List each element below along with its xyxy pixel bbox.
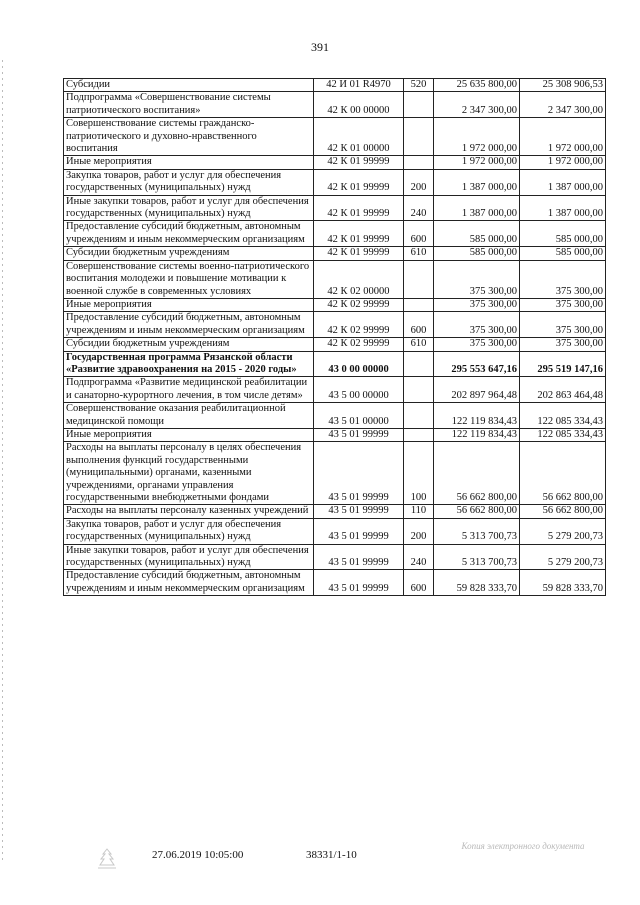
footer-datetime: 27.06.2019 10:05:00 xyxy=(152,849,244,861)
row-code: 43 5 01 99999 xyxy=(314,428,404,441)
table-row xyxy=(64,247,606,260)
row-sum-2019: 1 387 000,00 xyxy=(434,169,520,195)
row-sum-executed: 1 972 000,00 xyxy=(520,156,606,169)
row-name: Иные закупки товаров, работ и услуг для обеспечения государственных (муниципальных) нужд xyxy=(64,195,314,221)
table-row xyxy=(64,92,606,118)
row-name: Предоставление субсидий бюджетным, автономным учреждениям и иным некоммерческим организациям xyxy=(64,570,314,596)
row-name: Государственная программа Рязанской области «Развитие здравоохранения на 2015 - 2020 годы» xyxy=(64,351,314,377)
row-sum-2019: 295 553 647,16 xyxy=(434,351,520,377)
row-sum-executed: 1 387 000,00 xyxy=(520,169,606,195)
row-sum-executed: 202 863 464,48 xyxy=(520,377,606,403)
row-sum-2019: 375 300,00 xyxy=(434,260,520,298)
row-sum-executed: 122 085 334,43 xyxy=(520,428,606,441)
row-sum-executed: 585 000,00 xyxy=(520,247,606,260)
row-sum-2019: 202 897 964,48 xyxy=(434,377,520,403)
row-sum-executed: 375 300,00 xyxy=(520,312,606,338)
table-row xyxy=(64,221,606,247)
row-vr: 600 xyxy=(404,221,434,247)
table-row xyxy=(64,377,606,403)
emblem-icon xyxy=(94,846,120,872)
table-row xyxy=(64,79,606,92)
row-vr: 100 xyxy=(404,442,434,505)
row-name: Иные мероприятия xyxy=(64,428,314,441)
row-code: 42 К 02 99999 xyxy=(314,338,404,351)
table-row xyxy=(64,403,606,429)
footer-reg-number: 38331/1-10 xyxy=(306,849,357,861)
row-sum-executed: 2 347 300,00 xyxy=(520,92,606,118)
row-name: Закупка товаров, работ и услуг для обеспечения государственных (муниципальных) нужд xyxy=(64,169,314,195)
row-vr xyxy=(404,428,434,441)
row-sum-executed: 56 662 800,00 xyxy=(520,505,606,518)
row-sum-2019: 5 313 700,73 xyxy=(434,518,520,544)
row-vr: 600 xyxy=(404,312,434,338)
row-name: Расходы на выплаты персоналу в целях обеспечения выполнения функций государственными (муниципальными) органами, казенными учреждениями, органами управления государственными внебюджетными фондами xyxy=(64,442,314,505)
table-row xyxy=(64,442,606,505)
row-name: Подпрограмма «Развитие медицинской реабилитации и санаторно-курортного лечения, в том числе детям» xyxy=(64,377,314,403)
row-code: 43 5 00 00000 xyxy=(314,377,404,403)
row-code: 42 К 02 99999 xyxy=(314,298,404,311)
row-sum-2019: 1 387 000,00 xyxy=(434,195,520,221)
row-name: Совершенствование системы гражданско-патриотического и духовно-нравственного воспитания xyxy=(64,118,314,156)
row-name: Подпрограмма «Совершенствование системы патриотического воспитания» xyxy=(64,92,314,118)
row-sum-executed: 585 000,00 xyxy=(520,221,606,247)
row-sum-2019: 25 635 800,00 xyxy=(434,79,520,92)
row-name: Субсидии бюджетным учреждениям xyxy=(64,247,314,260)
row-code: 42 К 01 00000 xyxy=(314,118,404,156)
row-vr xyxy=(404,377,434,403)
row-code: 42 К 00 00000 xyxy=(314,92,404,118)
table-row xyxy=(64,338,606,351)
table-row xyxy=(64,169,606,195)
table-row xyxy=(64,312,606,338)
row-sum-executed: 375 300,00 xyxy=(520,298,606,311)
row-sum-2019: 56 662 800,00 xyxy=(434,505,520,518)
row-name: Иные мероприятия xyxy=(64,298,314,311)
budget-table-body xyxy=(64,79,606,596)
row-sum-executed: 375 300,00 xyxy=(520,260,606,298)
row-code: 43 5 01 99999 xyxy=(314,544,404,570)
row-code: 42 К 02 99999 xyxy=(314,312,404,338)
row-code: 42 К 01 99999 xyxy=(314,221,404,247)
row-name: Иные закупки товаров, работ и услуг для обеспечения государственных (муниципальных) нужд xyxy=(64,544,314,570)
budget-table xyxy=(63,78,606,596)
row-sum-executed: 5 279 200,73 xyxy=(520,518,606,544)
row-sum-executed: 1 387 000,00 xyxy=(520,195,606,221)
row-sum-2019: 585 000,00 xyxy=(434,221,520,247)
row-vr: 600 xyxy=(404,570,434,596)
row-vr xyxy=(404,92,434,118)
row-sum-2019: 1 972 000,00 xyxy=(434,118,520,156)
row-vr xyxy=(404,351,434,377)
row-vr: 610 xyxy=(404,247,434,260)
row-sum-executed: 56 662 800,00 xyxy=(520,442,606,505)
row-sum-executed: 375 300,00 xyxy=(520,338,606,351)
row-vr: 240 xyxy=(404,544,434,570)
table-row xyxy=(64,505,606,518)
row-sum-executed: 59 828 333,70 xyxy=(520,570,606,596)
table-row xyxy=(64,428,606,441)
row-vr: 240 xyxy=(404,195,434,221)
row-code: 43 0 00 00000 xyxy=(314,351,404,377)
row-vr xyxy=(404,298,434,311)
row-name: Субсидии бюджетным учреждениям xyxy=(64,338,314,351)
row-sum-executed: 5 279 200,73 xyxy=(520,544,606,570)
row-code: 42 К 01 99999 xyxy=(314,195,404,221)
table-row xyxy=(64,518,606,544)
table-row xyxy=(64,156,606,169)
table-row xyxy=(64,351,606,377)
table-row xyxy=(64,298,606,311)
row-name: Совершенствование оказания реабилитационной медицинской помощи xyxy=(64,403,314,429)
row-vr: 610 xyxy=(404,338,434,351)
row-code: 43 5 01 99999 xyxy=(314,505,404,518)
row-sum-executed: 295 519 147,16 xyxy=(520,351,606,377)
scan-edge xyxy=(2,60,3,860)
row-code: 42 И 01 R4970 xyxy=(314,79,404,92)
table-row xyxy=(64,260,606,298)
row-code: 43 5 01 00000 xyxy=(314,403,404,429)
row-code: 42 К 01 99999 xyxy=(314,156,404,169)
row-name: Закупка товаров, работ и услуг для обеспечения государственных (муниципальных) нужд xyxy=(64,518,314,544)
row-sum-executed: 122 085 334,43 xyxy=(520,403,606,429)
row-sum-executed: 1 972 000,00 xyxy=(520,118,606,156)
row-sum-2019: 375 300,00 xyxy=(434,298,520,311)
row-sum-2019: 1 972 000,00 xyxy=(434,156,520,169)
row-vr: 520 xyxy=(404,79,434,92)
row-name: Предоставление субсидий бюджетным, автономным учреждениям и иным некоммерческим организациям xyxy=(64,221,314,247)
table-row xyxy=(64,570,606,596)
row-sum-2019: 5 313 700,73 xyxy=(434,544,520,570)
row-name: Иные мероприятия xyxy=(64,156,314,169)
table-row xyxy=(64,118,606,156)
row-name: Расходы на выплаты персоналу казенных учреждений xyxy=(64,505,314,518)
electronic-copy-stamp: Копия электронного документа xyxy=(461,841,585,851)
row-sum-2019: 122 119 834,43 xyxy=(434,428,520,441)
row-vr: 110 xyxy=(404,505,434,518)
row-vr xyxy=(404,156,434,169)
row-sum-2019: 2 347 300,00 xyxy=(434,92,520,118)
row-vr: 200 xyxy=(404,169,434,195)
row-vr xyxy=(404,403,434,429)
row-sum-executed: 25 308 906,53 xyxy=(520,79,606,92)
row-code: 42 К 01 99999 xyxy=(314,247,404,260)
row-sum-2019: 375 300,00 xyxy=(434,338,520,351)
table-row xyxy=(64,195,606,221)
row-vr xyxy=(404,260,434,298)
row-sum-2019: 585 000,00 xyxy=(434,247,520,260)
row-sum-2019: 375 300,00 xyxy=(434,312,520,338)
table-row xyxy=(64,544,606,570)
row-code: 42 К 02 00000 xyxy=(314,260,404,298)
row-code: 43 5 01 99999 xyxy=(314,570,404,596)
row-name: Субсидии xyxy=(64,79,314,92)
row-code: 42 К 01 99999 xyxy=(314,169,404,195)
page-number: 391 xyxy=(311,40,329,54)
row-vr xyxy=(404,118,434,156)
row-name: Совершенствование системы военно-патриотического воспитания молодежи и повышение мотивации к военной службе в современных условиях xyxy=(64,260,314,298)
row-sum-2019: 122 119 834,43 xyxy=(434,403,520,429)
row-sum-2019: 59 828 333,70 xyxy=(434,570,520,596)
row-code: 43 5 01 99999 xyxy=(314,442,404,505)
row-sum-2019: 56 662 800,00 xyxy=(434,442,520,505)
row-name: Предоставление субсидий бюджетным, автономным учреждениям и иным некоммерческим организациям xyxy=(64,312,314,338)
row-code: 43 5 01 99999 xyxy=(314,518,404,544)
row-vr: 200 xyxy=(404,518,434,544)
